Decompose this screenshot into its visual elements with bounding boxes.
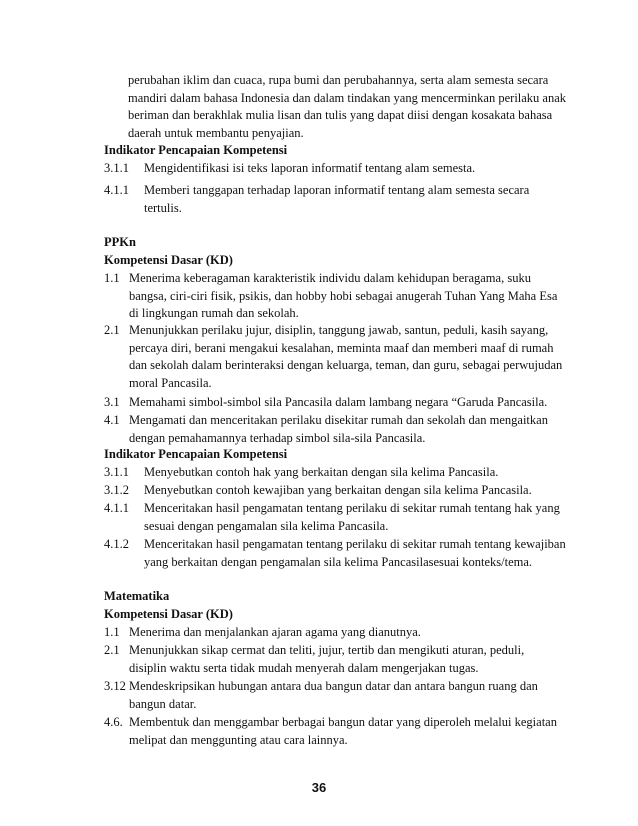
- item-number: 3.12: [104, 679, 126, 693]
- item-number: 4.1.1: [104, 501, 129, 515]
- item-number: 2.1: [104, 323, 120, 337]
- item-number: 3.1.1: [104, 161, 129, 175]
- item-number: 3.1.2: [104, 483, 129, 497]
- list-item: [104, 536, 574, 571]
- list-item: [104, 160, 544, 178]
- item-number: 1.1: [104, 625, 120, 639]
- item-text: Menyebutkan contoh kewajiban yang berkaitan dengan sila kelima Pancasila.: [144, 483, 532, 497]
- item-number: 4.1: [104, 413, 120, 427]
- item-number: 3.1.1: [104, 465, 129, 479]
- list-item: [104, 482, 564, 500]
- list-item: [104, 678, 564, 713]
- page-number: 36: [311, 780, 327, 795]
- item-text: Menerima dan menjalankan ajaran agama yang dianutnya.: [129, 625, 421, 639]
- mat-kd-heading: Kompetensi Dasar (KD): [104, 607, 233, 621]
- item-text: Mengamati dan menceritakan perilaku disekitar rumah dan sekolah dan mengaitkan dengan pemahamannya terhadap simbol sila-sila Pancasila.: [129, 413, 548, 445]
- list-item: [104, 642, 564, 677]
- item-text: Membentuk dan menggambar berbagai bangun datar yang diperoleh melalui kegiatan melipat dan menggunting atau cara lainnya.: [129, 715, 557, 747]
- item-text: Memberi tanggapan terhadap laporan informatif tentang alam semesta secara tertulis.: [144, 183, 530, 215]
- list-item: [104, 500, 564, 535]
- list-item: [104, 714, 564, 749]
- bi-ipk-heading: Indikator Pencapaian Kompetensi: [104, 143, 288, 157]
- item-number: 4.1.1: [104, 183, 129, 197]
- section-title-matematika: Matematika: [104, 589, 170, 603]
- item-text: Mengidentifikasi isi teks laporan informatif tentang alam semesta.: [144, 161, 476, 175]
- item-text: Mendeskripsikan hubungan antara dua bangun datar dan antara bangun ruang dan bangun datar.: [129, 679, 538, 711]
- list-item: [104, 464, 564, 482]
- item-number: 4.6.: [104, 715, 123, 729]
- section-title-ppkn: PPKn: [104, 235, 136, 249]
- list-item: [104, 624, 564, 642]
- list-item: [104, 322, 564, 392]
- continuation-paragraph: perubahan iklim dan cuaca, rupa bumi dan perubahannya, serta alam semesta secara mandiri dalam bahasa Indonesia dan dalam tindakan yang mencerminkan perilaku anak beriman dan berakhlak mulia lisan dan tulis yang dapat diisi dengan kosakata bahasa daerah untuk membantu penyajian.: [128, 73, 567, 140]
- item-text: Menyebutkan contoh hak yang berkaitan dengan sila kelima Pancasila.: [144, 465, 499, 479]
- item-text: Menunjukkan perilaku jujur, disiplin, tanggung jawab, santun, peduli, kasih sayang, percaya diri, berani mengakui kesalahan, meminta maaf dan memberi maaf di rumah dan sekolah dalam berinteraksi dengan keluarga, teman, dan guru, sebagai perwujudan moral Pancasila.: [129, 323, 563, 390]
- item-text: Memahami simbol-simbol sila Pancasila dalam lambang negara “Garuda Pancasila.: [129, 395, 548, 409]
- item-number: 2.1: [104, 643, 120, 657]
- ppkn-ipk-heading: Indikator Pencapaian Kompetensi: [104, 447, 288, 461]
- list-item: [104, 394, 564, 412]
- list-item: [104, 182, 544, 217]
- list-item: [104, 412, 564, 447]
- ppkn-kd-heading: Kompetensi Dasar (KD): [104, 253, 233, 267]
- item-text: Menerima keberagaman karakteristik individu dalam kehidupan beragama, suku bangsa, ciri-ciri fisik, psikis, dan hobby hobi sebagai anugerah Tuhan Yang Maha Esa di lingkungan rumah dan sekolah.: [129, 271, 558, 321]
- list-item: [104, 270, 564, 323]
- item-text: Menceritakan hasil pengamatan tentang perilaku di sekitar rumah tentang kewajiban yang berkaitan dengan pengamalan sila kelima Pancasilasesuai konteks/tema.: [144, 537, 566, 569]
- item-number: 3.1: [104, 395, 120, 409]
- item-text: Menunjukkan sikap cermat dan teliti, jujur, tertib dan mengikuti aturan, peduli, disiplin waktu serta tidak mudah menyerah dalam mengerjakan tugas.: [129, 643, 525, 675]
- item-number: 4.1.2: [104, 537, 129, 551]
- item-number: 1.1: [104, 271, 120, 285]
- item-text: Menceritakan hasil pengamatan tentang perilaku di sekitar rumah tentang hak yang sesuai dengan pengamalan sila kelima Pancasila.: [144, 501, 560, 533]
